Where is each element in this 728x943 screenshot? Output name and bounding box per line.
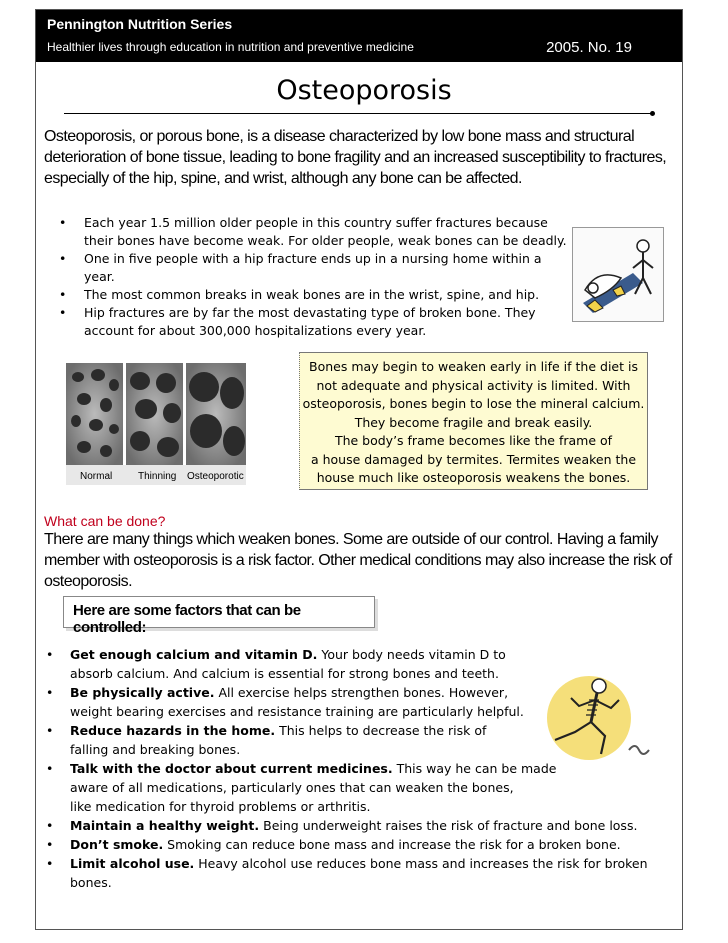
factors-heading: Here are some factors that can be controlled: bbox=[73, 602, 301, 636]
callout-line: not adequate and physical activity is limited. With bbox=[316, 377, 631, 393]
list-item: • One in five people with a hip fracture ends up in a nursing home within a year. bbox=[44, 250, 568, 286]
callout-line: a house damaged by termites. Termites weaken the bbox=[310, 451, 637, 467]
section-heading: What can be done? bbox=[44, 513, 166, 529]
factors-heading-box bbox=[63, 596, 375, 636]
list-item bbox=[44, 835, 684, 854]
tip-text: This way he can be made bbox=[392, 761, 557, 776]
list-item bbox=[44, 816, 684, 835]
tip-text: Your body needs vitamin D to bbox=[317, 647, 506, 662]
list-item: • Each year 1.5 million older people in this country suffer fractures because their bones have become weak. For older people, weak bones can be deadly. bbox=[44, 214, 568, 250]
tip-continuation: absorb calcium. And calcium is essential for strong bones and teeth. bbox=[70, 666, 499, 681]
tip-heading: Talk with the doctor about current medicines. bbox=[70, 761, 393, 776]
risk-paragraph: There are many things which weaken bones. Some are outside of our control. Having a family member with osteoporosis is a risk factor. Other medical conditions may also increase the risk of osteoporosis. bbox=[44, 531, 672, 590]
callout-line: house much like osteoporosis weakens the bones. bbox=[316, 470, 631, 485]
bone-density-images bbox=[66, 363, 248, 485]
title-rule-dot bbox=[650, 111, 655, 116]
newsletter-header bbox=[36, 10, 682, 62]
tip-heading: Limit alcohol use. bbox=[70, 856, 195, 871]
list-item bbox=[44, 854, 684, 892]
tip-heading: Reduce hazards in the home. bbox=[70, 723, 276, 738]
issue-number: 2005. No. 19 bbox=[546, 39, 632, 56]
termite-callout bbox=[299, 352, 648, 490]
bone-label-thinning: Thinning bbox=[138, 471, 177, 482]
tip-heading: Don’t smoke. bbox=[70, 837, 164, 852]
tip-continuation: aware of all medications, particularly ones that can weaken the bones, bbox=[70, 780, 514, 795]
hip-fracture-illustration bbox=[572, 227, 664, 322]
running-skeleton-illustration bbox=[541, 670, 659, 770]
callout-line: osteoporosis, bones begin to lose the mineral calcium. bbox=[302, 396, 645, 411]
tip-continuation: falling and breaking bones. bbox=[70, 742, 241, 757]
intro-paragraph: Osteoporosis, or porous bone, is a disease characterized by low bone mass and structural deterioration of bone tissue, leading to bone fragility and an increased susceptibility to fractures, especially of the hip, spine, and wrist, although any bone can be affected. bbox=[44, 128, 667, 187]
callout-line: The body’s frame becomes like the frame of bbox=[334, 433, 613, 448]
callout-line: Bones may begin to weaken early in life if the diet is bbox=[309, 359, 638, 374]
tip-heading: Get enough calcium and vitamin D. bbox=[70, 647, 318, 662]
tip-text: All exercise helps strengthen bones. However, bbox=[214, 685, 509, 700]
tip-text: Heavy alcohol use reduces bone mass and increases the risk for broken bones. bbox=[70, 856, 648, 890]
tip-heading: Be physically active. bbox=[70, 685, 215, 700]
tip-continuation: weight bearing exercises and resistance training are particularly helpful. bbox=[70, 704, 524, 719]
callout-line: They become fragile and break easily. bbox=[354, 414, 593, 430]
tip-heading: Maintain a healthy weight. bbox=[70, 818, 260, 833]
facts-list bbox=[44, 214, 568, 340]
tip-text: Smoking can reduce bone mass and increase the risk for a broken bone. bbox=[163, 837, 621, 852]
tip-text: Being underweight raises the risk of fracture and bone loss. bbox=[259, 818, 638, 833]
series-name: Pennington Nutrition Series bbox=[47, 16, 233, 32]
list-item: • Hip fractures are by far the most devastating type of broken bone. They account for about 300,000 hospitalizations every year. bbox=[44, 304, 568, 340]
tip-text: This helps to decrease the risk of bbox=[275, 723, 487, 738]
list-item: • The most common breaks in weak bones are in the wrist, spine, and hip. bbox=[44, 286, 568, 304]
tip-continuation: like medication for thyroid problems or arthritis. bbox=[70, 799, 371, 814]
bone-label-normal: Normal bbox=[80, 471, 113, 482]
series-tagline: Healthier lives through education in nutrition and preventive medicine bbox=[47, 40, 414, 54]
bone-label-osteoporotic: Osteoporotic bbox=[187, 471, 244, 482]
title-rule bbox=[64, 113, 652, 114]
page-title: Osteoporosis bbox=[276, 75, 452, 106]
